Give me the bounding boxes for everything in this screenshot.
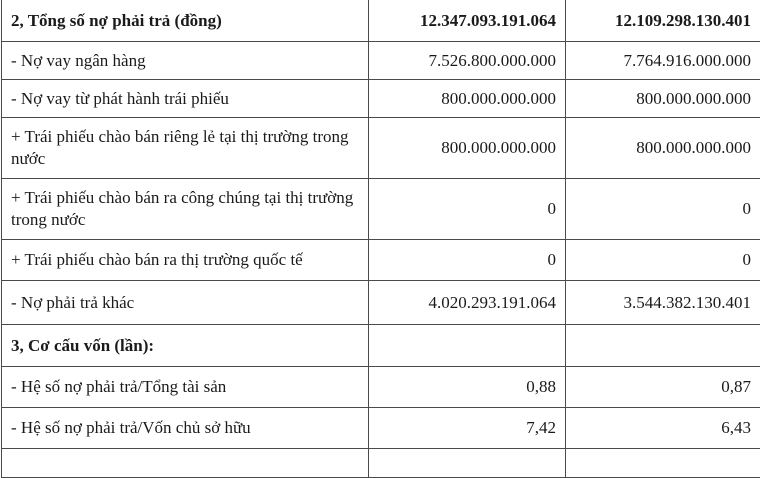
table-row-total-liabilities <box>2 0 760 42</box>
value-period-2 <box>566 325 760 367</box>
value-period-2: 3.544.382.130.401 <box>566 281 760 325</box>
table-row-international-bonds <box>2 240 760 281</box>
table-row-public-domestic-bonds <box>2 179 760 240</box>
value-period-2: 7.764.916.000.000 <box>566 42 760 80</box>
table-row-debt-to-assets <box>2 367 760 408</box>
value-period-1 <box>369 449 566 478</box>
row-label: - Hệ số nợ phải trả/Vốn chủ sở hữu <box>2 408 369 449</box>
value-period-2: 800.000.000.000 <box>566 118 760 179</box>
value-period-2 <box>566 449 760 478</box>
row-label <box>2 449 369 478</box>
table-row-other-liabilities <box>2 281 760 325</box>
value-period-1: 4.020.293.191.064 <box>369 281 566 325</box>
row-label: - Nợ phải trả khác <box>2 281 369 325</box>
table-row-bank-loans <box>2 42 760 80</box>
row-label: + Trái phiếu chào bán ra thị trường quốc tế <box>2 240 369 281</box>
value-period-2: 12.109.298.130.401 <box>566 0 760 42</box>
value-period-1: 7,42 <box>369 408 566 449</box>
row-label: - Nợ vay từ phát hành trái phiếu <box>2 80 369 118</box>
table-row-private-domestic-bonds <box>2 118 760 179</box>
row-label: 2, Tổng số nợ phải trả (đồng) <box>2 0 369 42</box>
value-period-1: 0 <box>369 240 566 281</box>
value-period-2: 6,43 <box>566 408 760 449</box>
value-period-2: 800.000.000.000 <box>566 80 760 118</box>
row-label: - Nợ vay ngân hàng <box>2 42 369 80</box>
row-label: + Trái phiếu chào bán riêng lẻ tại thị trường trong nước <box>2 118 369 179</box>
value-period-2: 0 <box>566 240 760 281</box>
value-period-1 <box>369 325 566 367</box>
value-period-2: 0,87 <box>566 367 760 408</box>
row-label: 3, Cơ cấu vốn (lần): <box>2 325 369 367</box>
value-period-1: 0 <box>369 179 566 240</box>
value-period-1: 800.000.000.000 <box>369 118 566 179</box>
value-period-1: 7.526.800.000.000 <box>369 42 566 80</box>
table-row-capital-structure <box>2 325 760 367</box>
table-row-empty <box>2 449 760 478</box>
table-row-debt-to-equity <box>2 408 760 449</box>
financial-table <box>1 0 760 478</box>
value-period-1: 12.347.093.191.064 <box>369 0 566 42</box>
value-period-2: 0 <box>566 179 760 240</box>
table-row-bond-loans <box>2 80 760 118</box>
row-label: + Trái phiếu chào bán ra công chúng tại thị trường trong nước <box>2 179 369 240</box>
value-period-1: 800.000.000.000 <box>369 80 566 118</box>
row-label: - Hệ số nợ phải trả/Tổng tài sản <box>2 367 369 408</box>
value-period-1: 0,88 <box>369 367 566 408</box>
